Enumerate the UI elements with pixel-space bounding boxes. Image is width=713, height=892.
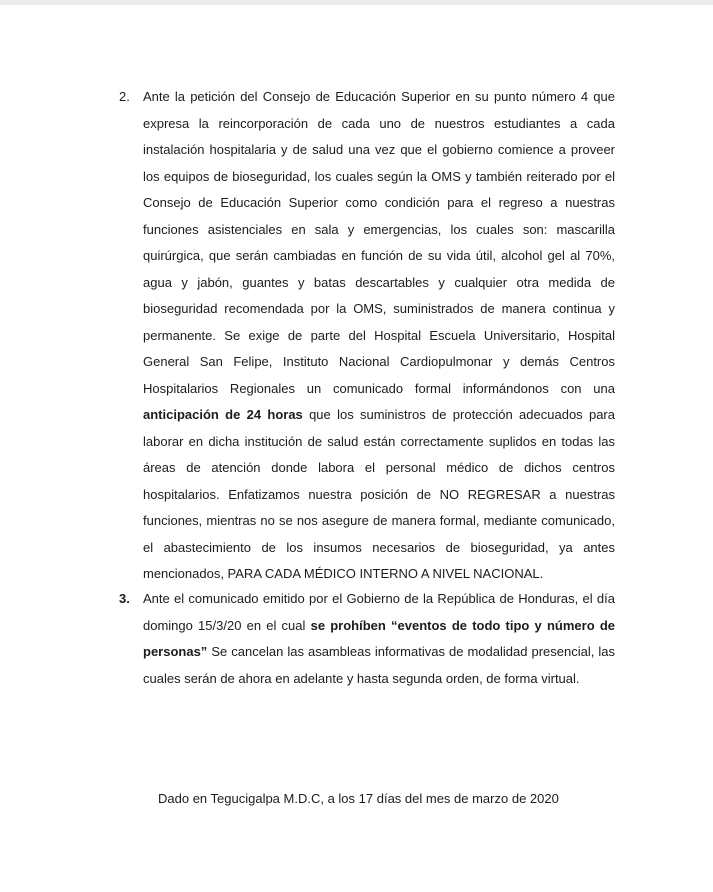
list-item-3 xyxy=(119,586,615,692)
list-item-2 xyxy=(119,84,615,588)
emphasized-text: se prohíben “eventos de todo tipo y número de personas” xyxy=(143,617,615,659)
item-paragraph xyxy=(143,84,615,588)
document-footer: Dado en Tegucigalpa M.D.C, a los 17 días del mes de marzo de 2020 xyxy=(158,791,559,806)
emphasized-text: anticipación de 24 horas xyxy=(143,407,303,422)
item-number: 3. xyxy=(119,591,130,606)
paragraph-text: que los suministros de protección adecuados para laborar en dicha institución de salud están correctamente suplidos en todas las áreas de atención donde labora el personal médico de dichos centros hospitalarios. Enfatizamos nuestra posición de NO REGRESAR a nuestras funciones, mientras no se nos asegure de manera formal, mediante comunicado, el abastecimiento de los insumos necesarios de bioseguridad, ya antes mencionados, PARA CADA MÉDICO INTERNO A NIVEL NACIONAL. xyxy=(143,407,615,581)
item-number: 2. xyxy=(119,89,130,104)
paragraph-text: Se cancelan las asambleas informativas de modalidad presencial, las cuales serán de ahora en adelante y hasta segunda orden, de forma virtual. xyxy=(143,644,615,686)
item-paragraph xyxy=(143,586,615,692)
paragraph-text: Ante el comunicado emitido por el Gobierno de la República de Honduras, el día domingo 15/3/20 en el cual xyxy=(143,591,615,633)
paragraph-text: Ante la petición del Consejo de Educación Superior en su punto número 4 que expresa la reincorporación de cada uno de nuestros estudiantes a cada instalación hospitalaria y de salud una vez que el gobierno comience a proveer los equipos de bioseguridad, los cuales según la OMS y también reiterado por el Consejo de Educación Superior como condición para el regreso a nuestras funciones asistenciales en sala y emergencias, los cuales son: mascarilla quirúrgica, que serán cambiadas en función de su vida útil, alcohol gel al 70%, agua y jabón, guantes y batas descartables y cualquier otra medida de bioseguridad recomendada por la OMS, suministrados de manera continua y permanente. Se exige de parte del Hospital Escuela Universitario, Hospital General San Felipe, Instituto Nacional Cardiopulmonar y demás Centros Hospitalarios Regionales un comunicado formal informándonos con una xyxy=(143,89,615,396)
top-edge-strip xyxy=(0,0,713,5)
